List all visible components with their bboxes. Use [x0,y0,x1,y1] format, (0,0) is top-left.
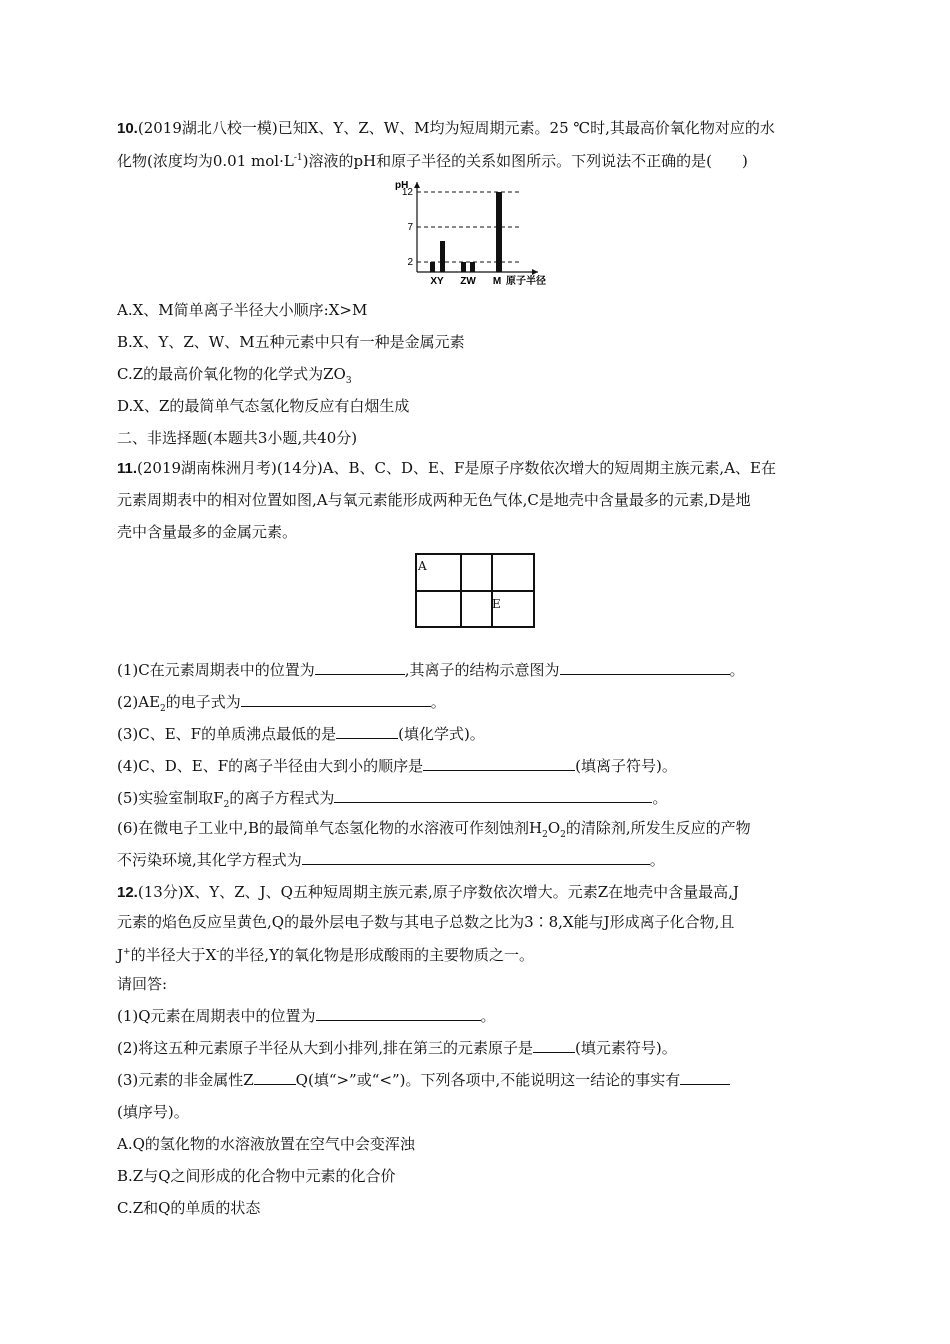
answer-blank[interactable] [334,788,652,803]
q12-line4: 请回答: [117,975,168,993]
q12-number: 12. [117,884,138,901]
q11-part1: (1)C在元素周期表中的位置为 ,其离子的结构示意图为 。 [117,661,745,679]
answer-blank[interactable] [302,850,650,865]
chart-bars [430,192,502,272]
q11-part4: (4)C、D、E、F的离子半径由大到小的顺序是 (填离子符号)。 [117,757,677,775]
y-tick-label: 7 [407,222,413,233]
periodic-table-grid [415,553,535,628]
q11-part3: (3)C、E、F的单质沸点最低的是 (填化学式)。 [117,725,485,743]
q12-part1: (1)Q元素在周期表中的位置为 。 [117,1007,496,1025]
answer-blank[interactable] [560,660,730,675]
y-tick-label: 12 [401,187,413,198]
q12-option-c: C.Z和Q的单质的状态 [117,1199,261,1217]
q11-line3: 壳中含量最多的金属元素。 [117,523,298,541]
q10-option-a: A.X、M简单离子半径大小顺序:X>M [117,301,368,319]
section-heading: 二、非选择题(本题共3小题,共40分) [117,429,358,447]
answer-blank[interactable] [533,1038,575,1053]
y-axis-label: pH [395,180,409,191]
q12-part3: (3)元素的非金属性Z Q(填“>”或“<”)。下列各项中,不能说明这一结论的事实有 [117,1070,730,1090]
x-axis-arrow [532,269,538,275]
answer-blank[interactable] [254,1070,296,1085]
answer-blank[interactable] [423,756,575,771]
chart-axes [414,182,538,275]
q12-line3: J+的半径大于X-的半径,Y的氧化物是形成酸雨的主要物质之一。 [117,946,534,964]
q12-line1: 12.(13分)X、Y、Z、J、Q五种短周期主族元素,原子序数依次增大。元素Z在地壳中含量最高,J [117,883,739,901]
q12-option-b: B.Z与Q之间形成的化合物中元素的化合价 [117,1167,396,1185]
x-axis-label: 原子半径 [506,276,546,287]
bar-m [496,192,502,272]
grid-cell [491,553,535,592]
bar-w [470,262,475,272]
answer-blank[interactable] [316,1006,481,1021]
y-axis-arrow [414,182,420,188]
q11-part6-line2: 不污染环境,其化学方程式为 。 [117,851,665,869]
grid-cell [415,590,462,628]
q10-option-d: D.X、Z的最简单气态氢化物反应有白烟生成 [117,397,410,415]
bar-y [440,241,445,272]
x-tick-label: XY [430,276,444,287]
q10-number: 10. [117,120,138,137]
q11-line1: 11.(2019湖南株洲月考)(14分)A、B、C、D、E、F是原子序数依次增大的短周期主族元素,A、E在 [117,459,776,477]
answer-blank[interactable] [315,660,405,675]
answer-blank[interactable] [680,1070,730,1085]
y-tick-label: 2 [407,257,413,268]
q12-part2: (2)将这五种元素原子半径从大到小排列,排在第三的元素原子是 (填元素符号)。 [117,1039,677,1057]
q10-option-b: B.X、Y、Z、W、M五种元素中只有一种是金属元素 [117,333,465,351]
q12-option-a: A.Q的氢化物的水溶液放置在空气中会变浑浊 [117,1135,415,1153]
x-tick-label: M [492,276,502,287]
answer-blank[interactable] [241,692,431,707]
q11-part5: (5)实验室制取$F_2$的离子方程式为 。 [117,789,668,810]
q11-number: 11. [117,460,138,477]
q10-option-c: C.Z的最高价氧化物的化学式为$ZO_3$ [117,365,352,386]
grid-cell [460,590,493,628]
chart-reference-lines [417,192,521,262]
q11-part2: $(2)AE_2$的电子式为 。 [117,693,446,714]
grid-label-e: E [492,597,501,611]
q11-line2: 元素周期表中的相对位置如图,A与氧元素能形成两种无色气体,C是地壳中含量最多的元素,D是地 [117,491,751,509]
q11-part6: (6)在微电子工业中,B的最简单气态氢化物的水溶液可作刻蚀剂$H_2O_2$的清除剂,所发生反应的产物 [117,819,751,840]
answer-blank[interactable] [336,724,398,739]
q10-line2: 化物(浓度均为0.01 $mol\cdot L^{-1}$)溶液的pH和原子半径的关系如图所示。下列说法不正确的是( ) [117,152,748,170]
q12-line2: 元素的焰色反应呈黄色,Q的最外层电子数与其电子总数之比为3∶8,X能与J形成离子化合物,且 [117,913,735,931]
bar-z [461,262,466,272]
q12-part3-line2: (填序号)。 [117,1103,189,1121]
x-tick-label: ZW [460,276,476,287]
q10-line1: 10.(2019湖北八校一模)已知X、Y、Z、W、M均为短周期元素。25 ℃时,其最高价氧化物对应的水 [117,119,775,137]
grid-label-a: A [418,559,427,573]
grid-cell [460,553,493,592]
ph-radius-chart [393,176,563,296]
bar-x [430,262,435,272]
